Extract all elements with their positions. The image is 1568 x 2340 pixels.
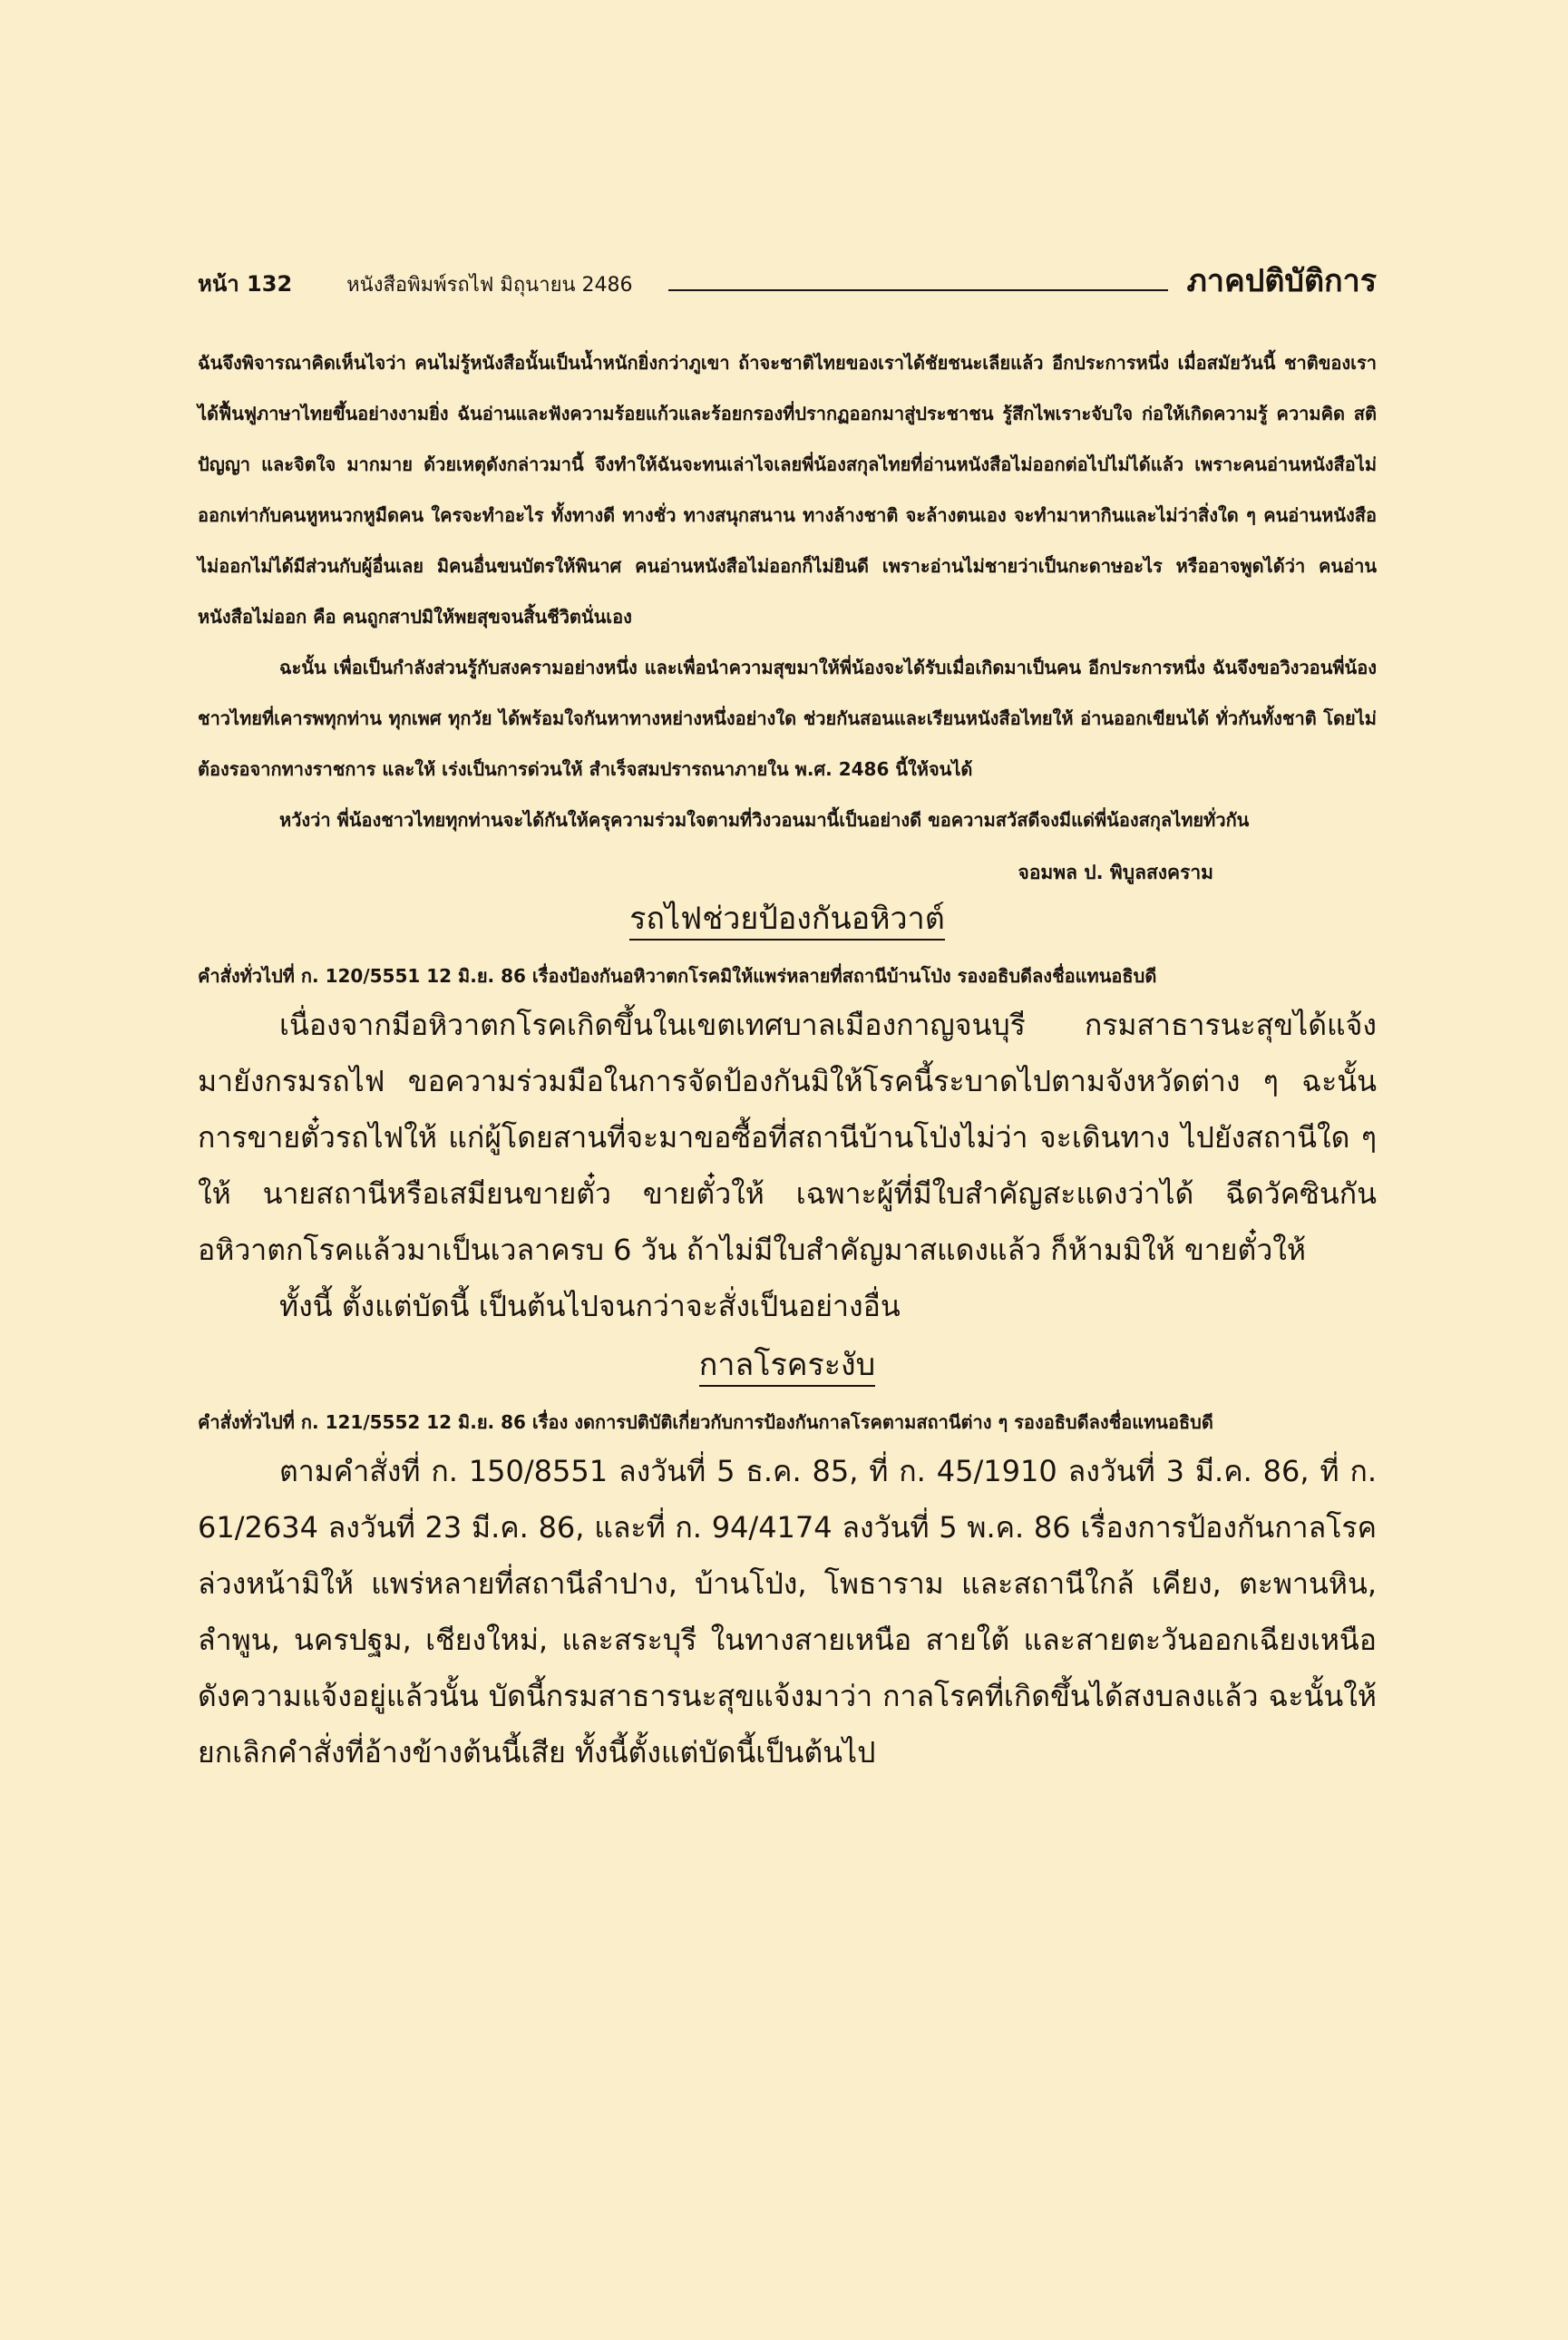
intro-paragraph-1: ฉันจึงพิจารณาคิดเห็นไจว่า คนไม่รู้หนังสือนั้นเป็นน้ำหนักยิ่งกว่าภูเขา ถ้าจะชาติไทยของเราได้ชัยชนะเลียแล้ว อีกประการหนึ่ง เมื่อสมัยวันนี้ ชาติของเราได้ฟื้นฟูภาษาไทยขึ้นอย่างงามยิ่ง ฉันอ่านและฟังความร้อยแก้วและร้อยกรองที่ปรากฏออกมาสู่ประชาชน รู้สึกไพเราะจับใจ ก่อให้เกิดความรู้ ความคิด สติปัญญา และจิตใจ มากมาย ด้วยเหตุดังกล่าวมานี้ จึงทำให้ฉันจะทนเล่าไจเลยพี่น้องสกุลไทยที่อ่านหนังสือไม่ออกต่อไปไม่ได้แล้ว เพราะคนอ่านหนังสือไม่ออกเท่ากับคนหูหนวกหูมืดคน ใครจะทำอะไร ทั้งทางดี ทางชั่ว ทางสนุกสนาน ทางล้างชาติ จะล้างตนเอง จะทำมาหากินและไม่ว่าสิ่งใด ๆ คนอ่านหนังสือไม่ออกไม่ได้มีส่วนกับผู้อื่นเลย มิคนอื่นขนบัตรให้พินาศ คนอ่านหนังสือไม่ออกก็ไม่ยินดี เพราะอ่านไม่ชายว่าเป็นกะดาษอะไร หรืออาจพูดได้ว่า คนอ่านหนังสือไม่ออก คือ คนถูกสาปมิให้พยสุขจนสิ้นชีวิตนั่นเอง — [198, 352, 1377, 628]
article-1-paragraph-1: เนื่องจากมีอหิวาตกโรคเกิดขึ้นในเขตเทศบาลเมืองกาญจนบุรี กรมสาธารนะสุขได้แจ้งมายังกรมรถไฟ ขอความร่วมมือในการจัดป้องกันมิให้โรคนี้ระบาดไปตามจังหวัดต่าง ๆ ฉะนั้นการขายตั๋วรถไฟให้ แก่ผู้โดยสานที่จะมาขอซื้อที่สถานีบ้านโป่งไม่ว่า จะเดินทาง ไปยังสถานีใด ๆ ให้ นายสถานีหรือเสมียนขายตั๋ว ขายตั๋วให้ เฉพาะผู้ที่มีใบสำคัญสะแดงว่าได้ ฉีดวัคซินกันอหิวาตกโรคแล้วมาเป็นเวลาครบ 6 วัน ถ้าไม่มีใบสำคัญมาสแดงแล้ว ก็ห้ามมิให้ ขายตั๋วให้ — [198, 1008, 1378, 1267]
document-page — [198, 256, 1377, 1780]
header-rule — [668, 289, 1168, 291]
article-2-title-text: กาลโรคระงับ — [699, 1347, 876, 1387]
page-header — [198, 256, 1377, 305]
page-number: หน้า 132 — [198, 271, 293, 297]
publication-line: หนังสือพิมพ์รถไฟ มิถุนายน 2486 — [346, 274, 633, 297]
section-title: ภาคปติบัติการ — [1186, 263, 1377, 299]
article-1-paragraph-2: ทั้งนี้ ตั้งแต่บัดนี้ เป็นต้นไปจนกว่าจะสั่งเป็นอย่างอื่น — [279, 1289, 901, 1323]
article-2-title — [198, 1340, 1377, 1389]
article-2-order: คำสั่งทั่วไปที่ ก. 121/5552 12 มิ.ย. 86 เรื่อง งดการปติบัติเกี่ยวกับการป้องกันกาลโรคตามสถานีต่าง ๆ รองอธิบดีลงชื่อแทนอธิบดี — [198, 1411, 1213, 1433]
intro-paragraph-3: หวังว่า พี่น้องชาวไทยทุกท่านจะได้กันให้ครุความร่วมใจตามที่วิงวอนมานี้เป็นอย่างดี ขอความสวัสดีจงมีแด่พี่น้องสกุลไทยทั่วกัน — [279, 809, 1250, 831]
article-1-title — [198, 893, 1377, 942]
article-1-title-text: รถไฟช่วยป้องกันอหิวาต์ — [629, 901, 945, 941]
intro-paragraph-2: ฉะนั้น เพื่อเป็นกำลังส่วนรู้กับสงครามอย่างหนึ่ง และเพื่อนำความสุขมาให้พี่น้องจะได้รับเมื่อเกิดมาเป็นคน อีกประการหนึ่ง ฉันจึงขอวิงวอนพี่น้องชาวไทยที่เคารพทุกท่าน ทุกเพศ ทุกวัย ได้พร้อมใจกันหาทางหย่างหนึ่งอย่างใด ช่วยกันสอนและเรียนหนังสือไทยให้ อ่านออกเขียนได้ ทั่วกันทั้งชาติ โดยไม่ต้องรอจากทางราชการ และให้ เร่งเป็นการด่วนให้ สำเร็จสมปรารถนาภายใน พ.ศ. 2486 นี้ให้จนได้ — [198, 657, 1377, 780]
article-2-paragraph-1: ตามคำสั่งที่ ก. 150/8551 ลงวันที่ 5 ธ.ค. 85, ที่ ก. 45/1910 ลงวันที่ 3 มี.ค. 86, ที่ ก. 61/2634 ลงวันที่ 23 มี.ค. 86, และที่ ก. 94/4174 ลงวันที่ 5 พ.ค. 86 เรื่องการป้องกันกาลโรคล่วงหน้ามิให้ แพร่หลายที่สถานีลำปาง, บ้านโป่ง, โพธาราม และสถานีใกล้ เคียง, ตะพานหิน, ลำพูน, นครปฐม, เชียงใหม่, และสระบุรี ในทางสายเหนือ สายใต้ และสายตะวันออกเฉียงเหนือ ดังความแจ้งอยู่แล้วนั้น บัดนี้กรมสาธารนะสุขแจ้งมาว่า กาลโรคที่เกิดขึ้นได้สงบลงแล้ว ฉะนั้นให้ยกเลิกคำสั่งที่อ้างข้างต้นนี้เสีย ทั้งนี้ตั้งแต่บัดนี้เป็นต้นไป — [198, 1454, 1377, 1770]
article-1-order: คำสั่งทั่วไปที่ ก. 120/5551 12 มิ.ย. 86 เรื่องป้องกันอหิวาตกโรคมิให้แพร่หลายที่สถานีบ้านโป่ง รองอธิบดีลงชื่อแทนอธิบดี — [198, 965, 1157, 987]
signature: จอมพล ป. พิบูลสงคราม — [1018, 862, 1213, 883]
